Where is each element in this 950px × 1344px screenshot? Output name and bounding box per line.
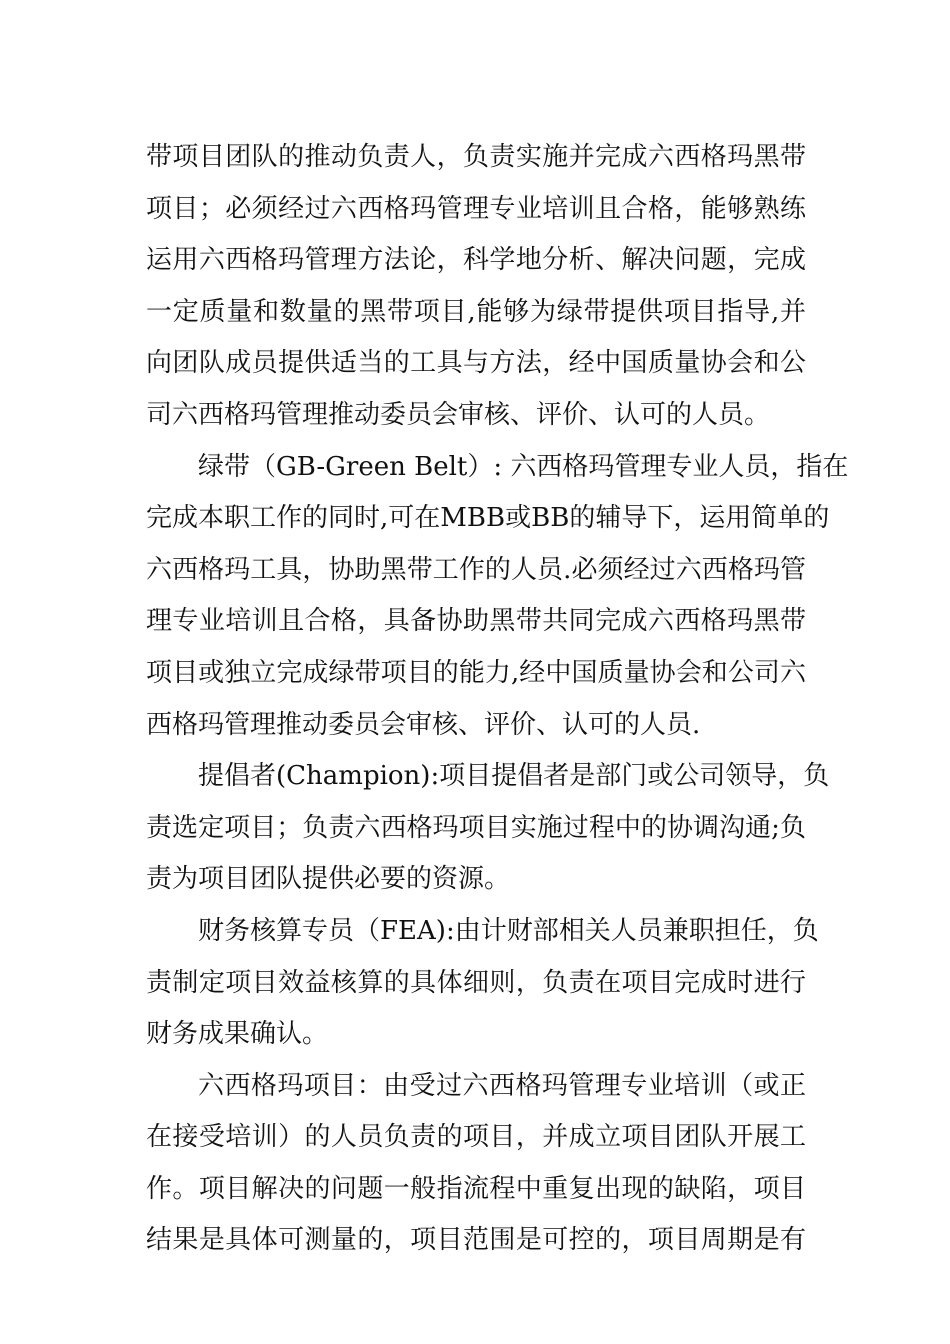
text-line: 提倡者(Champion):项目提倡者是部门或公司领导，负 — [198, 761, 830, 792]
paragraph-green-belt — [146, 442, 849, 752]
text-line: 项目或独立完成绿带项目的能力,经中国质量协会和公司六 — [146, 657, 806, 688]
text-line: 责制定项目效益核算的具体细则，负责在项目完成时进行 — [146, 967, 806, 998]
text-line: 带项目团队的推动负责人，负责实施并完成六西格玛黑带 — [146, 142, 806, 172]
text-line: 司六西格玛管理推动委员会审核、评价、认可的人员。 — [146, 399, 771, 430]
text-line: 项目；必须经过六西格玛管理专业培训且合格，能够熟练 — [146, 193, 806, 224]
text-line: 六西格玛项目：由受过六西格玛管理专业培训（或正 — [198, 1070, 806, 1101]
text-line: 财务核算专员（FEA):由计财部相关人员兼职担任，负 — [198, 915, 819, 946]
paragraph-fea — [146, 906, 819, 1061]
text-line: 运用六西格玛管理方法论，科学地分析、解决问题，完成 — [146, 245, 806, 276]
text-line: 完成本职工作的同时,可在MBB或BB的辅导下，运用简单的 — [146, 503, 830, 534]
text-line: 理专业培训且合格，具备协助黑带共同完成六西格玛黑带 — [146, 606, 806, 637]
text-line: 作。项目解决的问题一般指流程中重复出现的缺陷，项目 — [146, 1173, 806, 1204]
paragraph-six-sigma-project — [146, 1061, 806, 1267]
text-line: 向团队成员提供适当的工具与方法，经中国质量协会和公 — [146, 348, 806, 379]
text-line: 西格玛管理推动委员会审核、评价、认可的人员. — [146, 709, 701, 740]
document-body — [146, 132, 849, 1267]
paragraph-black-belt-continued — [146, 132, 806, 442]
text-line: 六西格玛工具，协助黑带工作的人员.必须经过六西格玛管 — [146, 554, 806, 585]
text-line: 在接受培训）的人员负责的项目，并成立项目团队开展工 — [146, 1122, 806, 1153]
text-line: 责选定项目；负责六西格玛项目实施过程中的协调沟通;负 — [146, 812, 806, 843]
paragraph-champion — [146, 751, 830, 906]
text-line: 责为项目团队提供必要的资源。 — [146, 864, 511, 895]
text-line: 结果是具体可测量的，项目范围是可控的，项目周期是有 — [146, 1225, 806, 1256]
text-line: 绿带（GB-Green Belt）: 六西格玛管理专业人员，指在 — [198, 451, 849, 482]
text-line: 一定质量和数量的黑带项目,能够为绿带提供项目指导,并 — [146, 296, 806, 327]
text-line: 财务成果确认。 — [146, 1019, 329, 1050]
